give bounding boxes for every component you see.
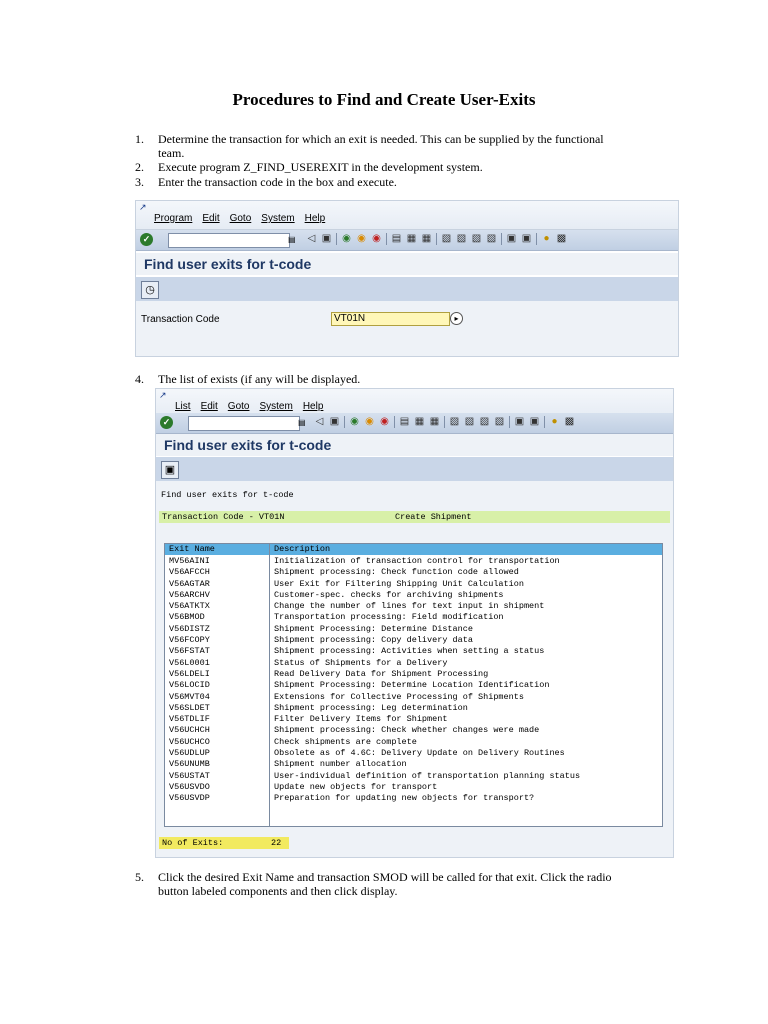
exit-description: Preparation for updating new objects for transport? [274,793,535,804]
sap-screen-results [155,388,674,858]
save-icon[interactable]: ▣ [329,416,340,427]
screen-title: Find user exits for t-code [164,437,332,453]
shortcut-icon[interactable]: ▣ [521,233,532,244]
sap-screen-selection [135,200,679,357]
step-number: 5. [135,870,144,884]
transaction-code-input[interactable]: VT01N [331,312,450,326]
exit-count-label: No of Exits: [162,838,224,848]
last-page-icon[interactable]: ▧ [486,233,497,244]
application-toolbar [156,457,673,481]
next-page-icon[interactable]: ▧ [479,416,490,427]
exit-name[interactable]: V56MVT04 [169,691,210,702]
print-icon[interactable]: ▤ [391,233,402,244]
exit-name[interactable]: V56FSTAT [169,646,210,657]
exit-description: Shipment processing: Activities when setting a status [274,646,545,657]
print-icon[interactable]: ▤ [399,416,410,427]
title-bar [156,434,673,456]
exit-name[interactable]: V56USVDP [169,793,210,804]
step-number: 3. [135,175,144,189]
table-row[interactable] [165,635,662,646]
document-title: Procedures to Find and Create User-Exits [232,90,536,109]
table-row[interactable] [165,669,662,680]
step-number: 4. [135,372,144,386]
command-dropdown-icon[interactable]: ▤ [298,418,306,427]
exit-description: Customer-spec. checks for archiving shipments [274,589,504,600]
layout-menu-icon[interactable]: ▩ [556,233,567,244]
exit-description: Shipment processing: Check whether changes were made [274,725,540,736]
possible-entries-icon[interactable]: ▸ [450,312,463,325]
exit-description: Extensions for Collective Processing of Shipments [274,691,524,702]
exit-description: Status of Shipments for a Delivery [274,657,448,668]
exit-table [164,543,663,827]
exit-count-line [159,837,289,849]
exit-name[interactable]: V56AGTAR [169,578,210,589]
title-bar [136,253,678,275]
exit-name[interactable]: V56SLDET [169,702,210,713]
exit-description: Filter Delivery Items for Shipment [274,714,448,725]
exit-description: Update new objects for transport [274,781,438,792]
previous-page-icon[interactable]: ▧ [464,416,475,427]
exit-name[interactable]: V56UCHCO [169,736,210,747]
transaction-code-label: Transaction Code [141,314,220,325]
exit-name[interactable]: V56AFCCH [169,567,210,578]
exit-description: Check shipments are complete [274,736,417,747]
table-header [165,544,662,555]
menu-goto[interactable]: Goto [227,401,250,412]
enter-check-icon[interactable]: ✓ [140,233,153,246]
table-row[interactable] [165,601,662,612]
transaction-code-line [159,511,670,523]
table-row[interactable] [165,658,662,669]
table-row[interactable] [165,703,662,714]
menu-bar [136,201,678,230]
shortcut-icon[interactable]: ▣ [529,416,540,427]
cancel-icon[interactable]: ◉ [380,416,389,427]
step-text: The list of exists (if any will be displayed. [158,372,361,386]
next-page-icon[interactable]: ▧ [471,233,482,244]
help-icon[interactable]: ● [543,233,550,244]
exit-description: User-individual definition of transportation planning status [274,770,581,781]
exit-description: User Exit for Filtering Shipping Unit Calculation [274,578,524,589]
step-text: Click the desired Exit Name and transaction SMOD will be called for that exit. Click the radio button labeled components and then click display. [158,870,612,898]
previous-page-icon[interactable]: ▧ [456,233,467,244]
back-arrow-icon[interactable]: ◁ [315,416,324,427]
first-page-icon[interactable]: ▧ [449,416,460,427]
back-arrow-icon[interactable]: ◁ [307,233,316,244]
step-number: 1. [135,132,144,146]
list-area [156,481,673,857]
table-row[interactable] [165,680,662,691]
exit-name[interactable]: V56USTAT [169,770,210,781]
table-row[interactable] [165,714,662,725]
table-row[interactable] [165,567,662,578]
exit-name[interactable]: V56ATKTX [169,601,210,612]
exit-name[interactable]: V56FCOPY [169,635,210,646]
exit-description: Shipment processing: Copy delivery data [274,635,473,646]
exit-description: Shipment processing: Check function code allowed [274,567,519,578]
exit-name[interactable]: V56ARCHV [169,589,210,600]
menu-system[interactable]: System [259,401,293,412]
standard-toolbar [136,230,678,251]
exit-name[interactable]: V56TDLIF [169,714,210,725]
exit-name[interactable]: V56UNUMB [169,759,210,770]
command-field[interactable] [188,416,300,431]
sap-window-icon: ↗ [159,390,167,400]
exit-description: Read Delivery Data for Shipment Processing [274,668,489,679]
tcode-line-description: Create Shipment [395,512,472,522]
column-description: Description [274,544,331,554]
new-session-icon[interactable]: ▣ [506,233,517,244]
command-dropdown-icon[interactable]: ▤ [288,235,296,244]
exit-description: Shipment processing: Leg determination [274,702,468,713]
exit-icon[interactable]: ◉ [365,416,374,427]
table-row[interactable] [165,646,662,657]
last-page-icon[interactable]: ▧ [494,416,505,427]
table-body [165,556,662,805]
exit-description: Shipment Processing: Determine Location Identification [274,680,550,691]
exit-description: Change the number of lines for text input in shipment [274,601,545,612]
exit-name[interactable]: V56LDELI [169,668,210,679]
step-text: Execute program Z_FIND_USEREXIT in the development system. [158,160,483,174]
back-icon[interactable]: ◉ [342,233,351,244]
find-next-icon[interactable]: ▦ [429,416,440,427]
table-row[interactable] [165,748,662,759]
standard-toolbar [156,413,673,434]
application-toolbar [136,277,678,301]
execute-button[interactable]: ◷ [141,281,159,299]
help-icon[interactable]: ● [551,416,558,427]
table-row[interactable] [165,590,662,601]
table-row[interactable] [165,692,662,703]
exit-description: Shipment number allocation [274,759,407,770]
new-session-icon[interactable]: ▣ [514,416,525,427]
find-next-icon[interactable]: ▦ [421,233,432,244]
table-row[interactable] [165,725,662,736]
exit-description: Transportation processing: Field modification [274,612,504,623]
exit-name[interactable]: V56USVDO [169,781,210,792]
refresh-button[interactable]: ▣ [161,461,179,479]
exit-name[interactable]: V56UDLUP [169,748,210,759]
selection-area [136,301,678,356]
save-icon[interactable]: ▣ [321,233,332,244]
exit-description: Shipment Processing: Determine Distance [274,623,473,634]
table-row[interactable] [165,771,662,782]
layout-menu-icon[interactable]: ▩ [564,416,575,427]
exit-name[interactable]: V56LOCID [169,680,210,691]
column-exit-name: Exit Name [169,544,215,554]
exit-name[interactable]: V56BMOD [169,612,205,623]
table-row[interactable] [165,737,662,748]
table-row[interactable] [165,782,662,793]
table-row[interactable] [165,579,662,590]
find-icon[interactable]: ▦ [414,416,425,427]
find-icon[interactable]: ▦ [406,233,417,244]
exit-icon[interactable]: ◉ [357,233,366,244]
cancel-icon[interactable]: ◉ [372,233,381,244]
back-icon[interactable]: ◉ [350,416,359,427]
step-number: 2. [135,160,144,174]
step-text: Determine the transaction for which an exit is needed. This can be supplied by the functional team. [158,132,604,160]
exit-name[interactable]: MV56AINI [169,556,210,566]
exit-name[interactable]: V56UCHCH [169,725,210,736]
table-row[interactable] [165,759,662,770]
table-row[interactable] [165,612,662,623]
menu-edit[interactable]: Edit [200,401,218,412]
exit-description: Initialization of transaction control for transportation [274,556,560,566]
exit-description: Obsolete as of 4.6C: Delivery Update on Delivery Routines [274,748,565,759]
exit-name[interactable]: V56DISTZ [169,623,210,634]
menu-goto[interactable]: Goto [229,213,252,224]
list-subtitle: Find user exits for t-code [161,490,294,500]
menu-help[interactable]: Help [304,213,326,224]
menu-list[interactable]: List [175,401,191,412]
menu-help[interactable]: Help [302,401,324,412]
menu-edit[interactable]: Edit [202,213,220,224]
first-page-icon[interactable]: ▧ [441,233,452,244]
table-row[interactable] [165,556,662,567]
table-row[interactable] [165,793,662,804]
command-field[interactable] [168,233,290,248]
screen-title: Find user exits for t-code [144,256,312,272]
menu-system[interactable]: System [261,213,295,224]
exit-count-value: 22 [271,838,282,848]
exit-name[interactable]: V56L0001 [169,657,210,668]
tcode-line-label: Transaction Code - VT01N [162,512,285,522]
enter-check-icon[interactable]: ✓ [160,416,173,429]
sap-window-icon: ↗ [139,202,147,212]
menu-program[interactable]: Program [154,213,193,224]
table-row[interactable] [165,624,662,635]
step-text: Enter the transaction code in the box and execute. [158,175,397,189]
